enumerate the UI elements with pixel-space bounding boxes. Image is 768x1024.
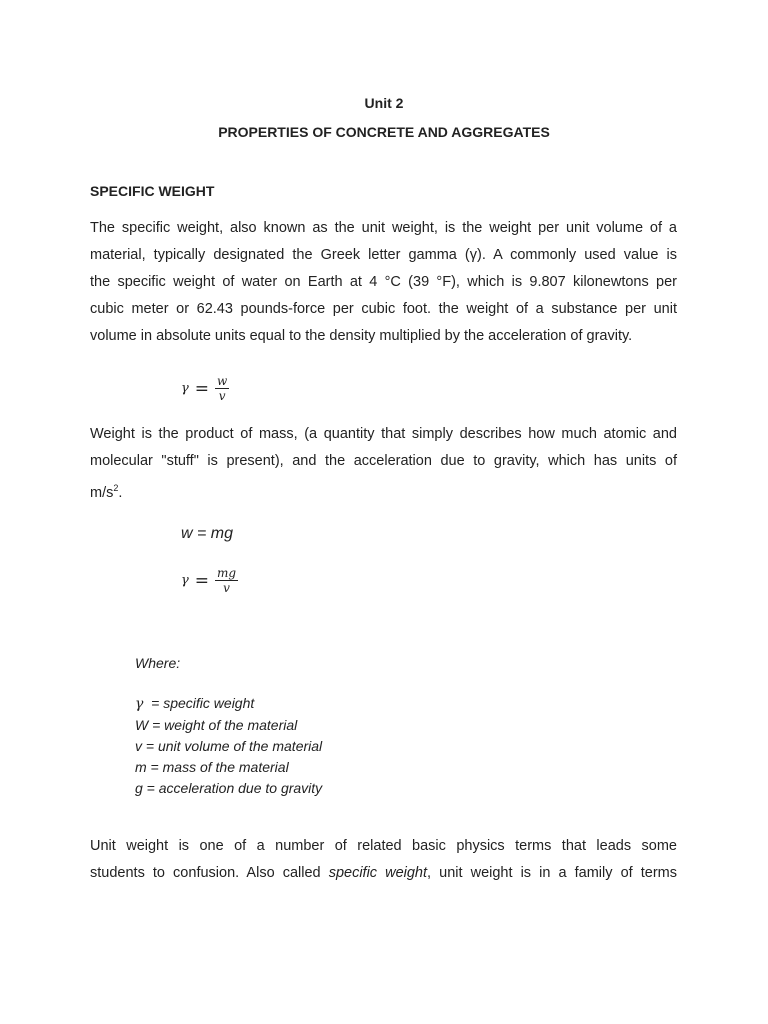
paragraph-line: The specific weight, also known as the unit weight, is the weight per unit volume of a bbox=[90, 220, 677, 236]
units-period: . bbox=[118, 484, 123, 501]
paragraph-line: the specific weight of water on Earth at 4 °C (39 °F), which is 9.807 kilonewtons per bbox=[90, 274, 677, 290]
fraction-numerator: mg bbox=[217, 566, 237, 580]
definition-item bbox=[135, 736, 322, 757]
paragraph-line: cubic meter or 62.43 pounds-force per cubic foot. the weight of a substance per unit bbox=[90, 301, 677, 317]
paragraph-line: Unit weight is one of a number of related basic physics terms that leads some bbox=[90, 838, 677, 854]
text-run: students to confusion. Also called bbox=[90, 865, 329, 881]
main-title: PROPERTIES OF CONCRETE AND AGGREGATES bbox=[218, 124, 550, 140]
formula-gamma-w-over-v bbox=[181, 374, 229, 403]
formula-gamma-mg-over-v bbox=[181, 566, 238, 595]
where-label: Where: bbox=[135, 655, 181, 671]
unit-title: Unit 2 bbox=[364, 95, 404, 111]
definition-item bbox=[135, 715, 322, 736]
text-run: , unit weight is in a family of terms bbox=[427, 865, 677, 881]
fraction bbox=[215, 374, 229, 403]
section-heading: SPECIFIC WEIGHT bbox=[90, 183, 215, 199]
formula-equals: = bbox=[194, 378, 210, 399]
fraction bbox=[215, 566, 238, 595]
paragraph-specific-weight bbox=[90, 215, 677, 350]
units-exponent: 2 bbox=[113, 483, 119, 493]
formula-equals: = bbox=[194, 570, 210, 591]
definition-symbol: g bbox=[135, 780, 143, 796]
emphasis-text: specific weight bbox=[328, 865, 428, 881]
fraction-denominator: v bbox=[223, 581, 230, 595]
paragraph-line: molecular "stuff" is present), and the acceleration due to gravity, which has units of bbox=[90, 453, 677, 469]
definition-text: = acceleration due to gravity bbox=[142, 780, 323, 796]
paragraph-weight bbox=[90, 421, 677, 502]
formula-lhs: γ bbox=[181, 381, 189, 396]
definition-item bbox=[135, 757, 322, 778]
fraction-denominator: v bbox=[218, 389, 226, 403]
formula-w-equals-mg: w = mg bbox=[181, 525, 234, 542]
paragraph-line-units bbox=[90, 475, 677, 502]
paragraph-unit-weight bbox=[90, 833, 677, 887]
paragraph-line: Weight is the product of mass, (a quantity that simply describes how much atomic and bbox=[90, 426, 677, 442]
fraction-numerator: w bbox=[217, 374, 228, 388]
definition-symbol: m bbox=[135, 759, 147, 775]
definition-list bbox=[135, 693, 322, 799]
units-base: m/s bbox=[90, 484, 114, 501]
definition-text: = mass of the material bbox=[146, 759, 289, 775]
definition-symbol: v bbox=[135, 738, 142, 754]
definition-symbol: γ bbox=[135, 696, 144, 712]
definition-symbol: W bbox=[135, 717, 149, 733]
definition-item bbox=[135, 778, 322, 799]
paragraph-line: volume in absolute units equal to the density multiplied by the acceleration of gravity. bbox=[90, 328, 633, 344]
definition-item bbox=[135, 693, 322, 715]
definition-text: = specific weight bbox=[143, 695, 255, 711]
paragraph-line: material, typically designated the Greek letter gamma (γ). A commonly used value is bbox=[90, 247, 677, 263]
paragraph-line-mixed bbox=[90, 860, 677, 887]
formula-lhs: γ bbox=[181, 573, 189, 588]
definition-text: = weight of the material bbox=[148, 717, 298, 733]
definition-text: = unit volume of the material bbox=[142, 738, 323, 754]
